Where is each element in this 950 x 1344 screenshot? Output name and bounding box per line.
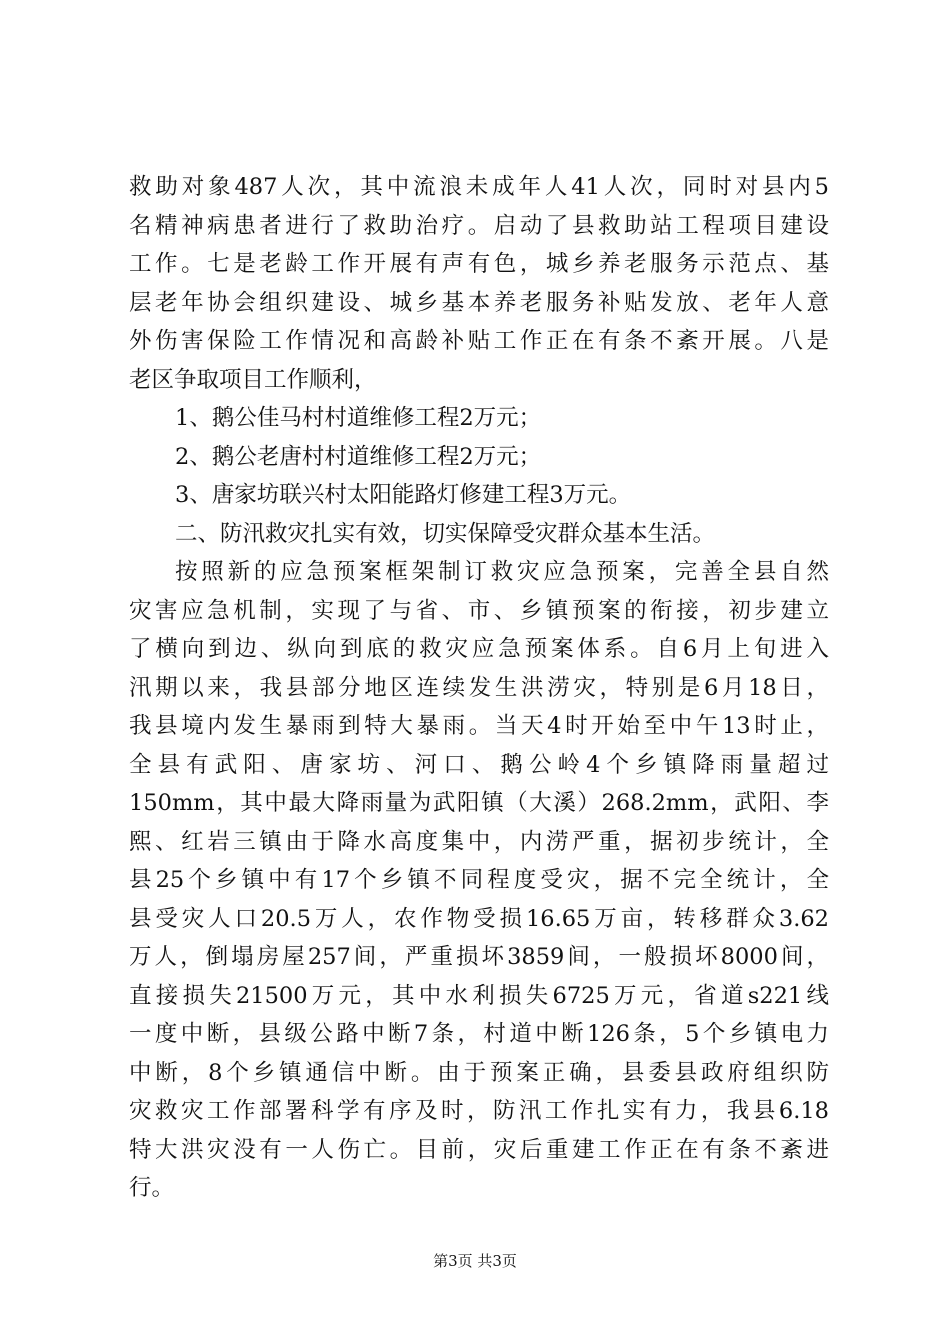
text-line: 救助对象487人次，其中流浪未成年人41人次，同时对县内5 [129, 174, 829, 200]
text-line: 县25个乡镇中有17个乡镇不同程度受灾，据不完全统计，全 [129, 867, 829, 893]
text-line: 万人，倒塌房屋257间，严重损坏3859间，一般损坏8000间， [129, 944, 829, 970]
text-line: 一度中断，县级公路中断7条，村道中断126条，5个乡镇电力 [129, 1021, 829, 1047]
list-item: 1、鹅公佳马村村道维修工程2万元； [175, 405, 542, 431]
text-line: 灾救灾工作部署科学有序及时，防汛工作扎实有力，我县6.18 [129, 1098, 829, 1124]
text-line: 全县有武阳、唐家坊、河口、鹅公岭4个乡镇降雨量超过 [129, 751, 829, 778]
document-body [129, 168, 829, 1208]
text-line: 行。 [129, 1175, 175, 1201]
text-line: 工作。七是老龄工作开展有声有色，城乡养老服务示范点、基 [129, 251, 829, 277]
text-line: 汛期以来，我县部分地区连续发生洪涝灾，特别是6月18日， [129, 674, 829, 701]
text-line: 直接损失21500万元，其中水利损失6725万元，省道s221线 [129, 982, 829, 1009]
text-line: 中断，8个乡镇通信中断。由于预案正确，县委县政府组织防 [129, 1059, 829, 1086]
text-line: 名精神病患者进行了救助治疗。启动了县救助站工程项目建设 [129, 212, 829, 239]
page-footer: 第3页 共3页 [433, 1252, 517, 1270]
text-line: 特大洪灾没有一人伤亡。目前，灾后重建工作正在有条不紊进 [129, 1136, 829, 1163]
text-line: 了横向到边、纵向到底的救灾应急预案体系。自6月上旬进入 [129, 636, 829, 662]
text-line: 灾害应急机制，实现了与省、市、乡镇预案的衔接，初步建立 [129, 597, 829, 624]
text-line: 层老年协会组织建设、城乡基本养老服务补贴发放、老年人意 [129, 289, 829, 316]
list-item: 3、唐家坊联兴村太阳能路灯修建工程3万元。 [175, 482, 632, 508]
text-line: 按照新的应急预案框架制订救灾应急预案，完善全县自然 [175, 559, 829, 585]
text-line: 熙、红岩三镇由于降水高度集中，内涝严重，据初步统计，全 [129, 828, 829, 855]
text-line: 外伤害保险工作情况和高龄补贴工作正在有条不紊开展。八是 [129, 328, 829, 354]
text-line: 县受灾人口20.5万人，农作物受损16.65万亩，转移群众3.62 [129, 905, 829, 932]
text-line: 150mm，其中最大降雨量为武阳镇（大溪）268.2mm，武阳、李 [129, 790, 829, 816]
text-line: 老区争取项目工作顺利， [129, 366, 377, 393]
text-line: 我县境内发生暴雨到特大暴雨。当天4时开始至中午13时止， [129, 713, 829, 739]
section-heading: 二、防汛救灾扎实有效，切实保障受灾群众基本生活。 [175, 520, 716, 547]
list-item: 2、鹅公老唐村村道维修工程2万元； [175, 443, 542, 470]
